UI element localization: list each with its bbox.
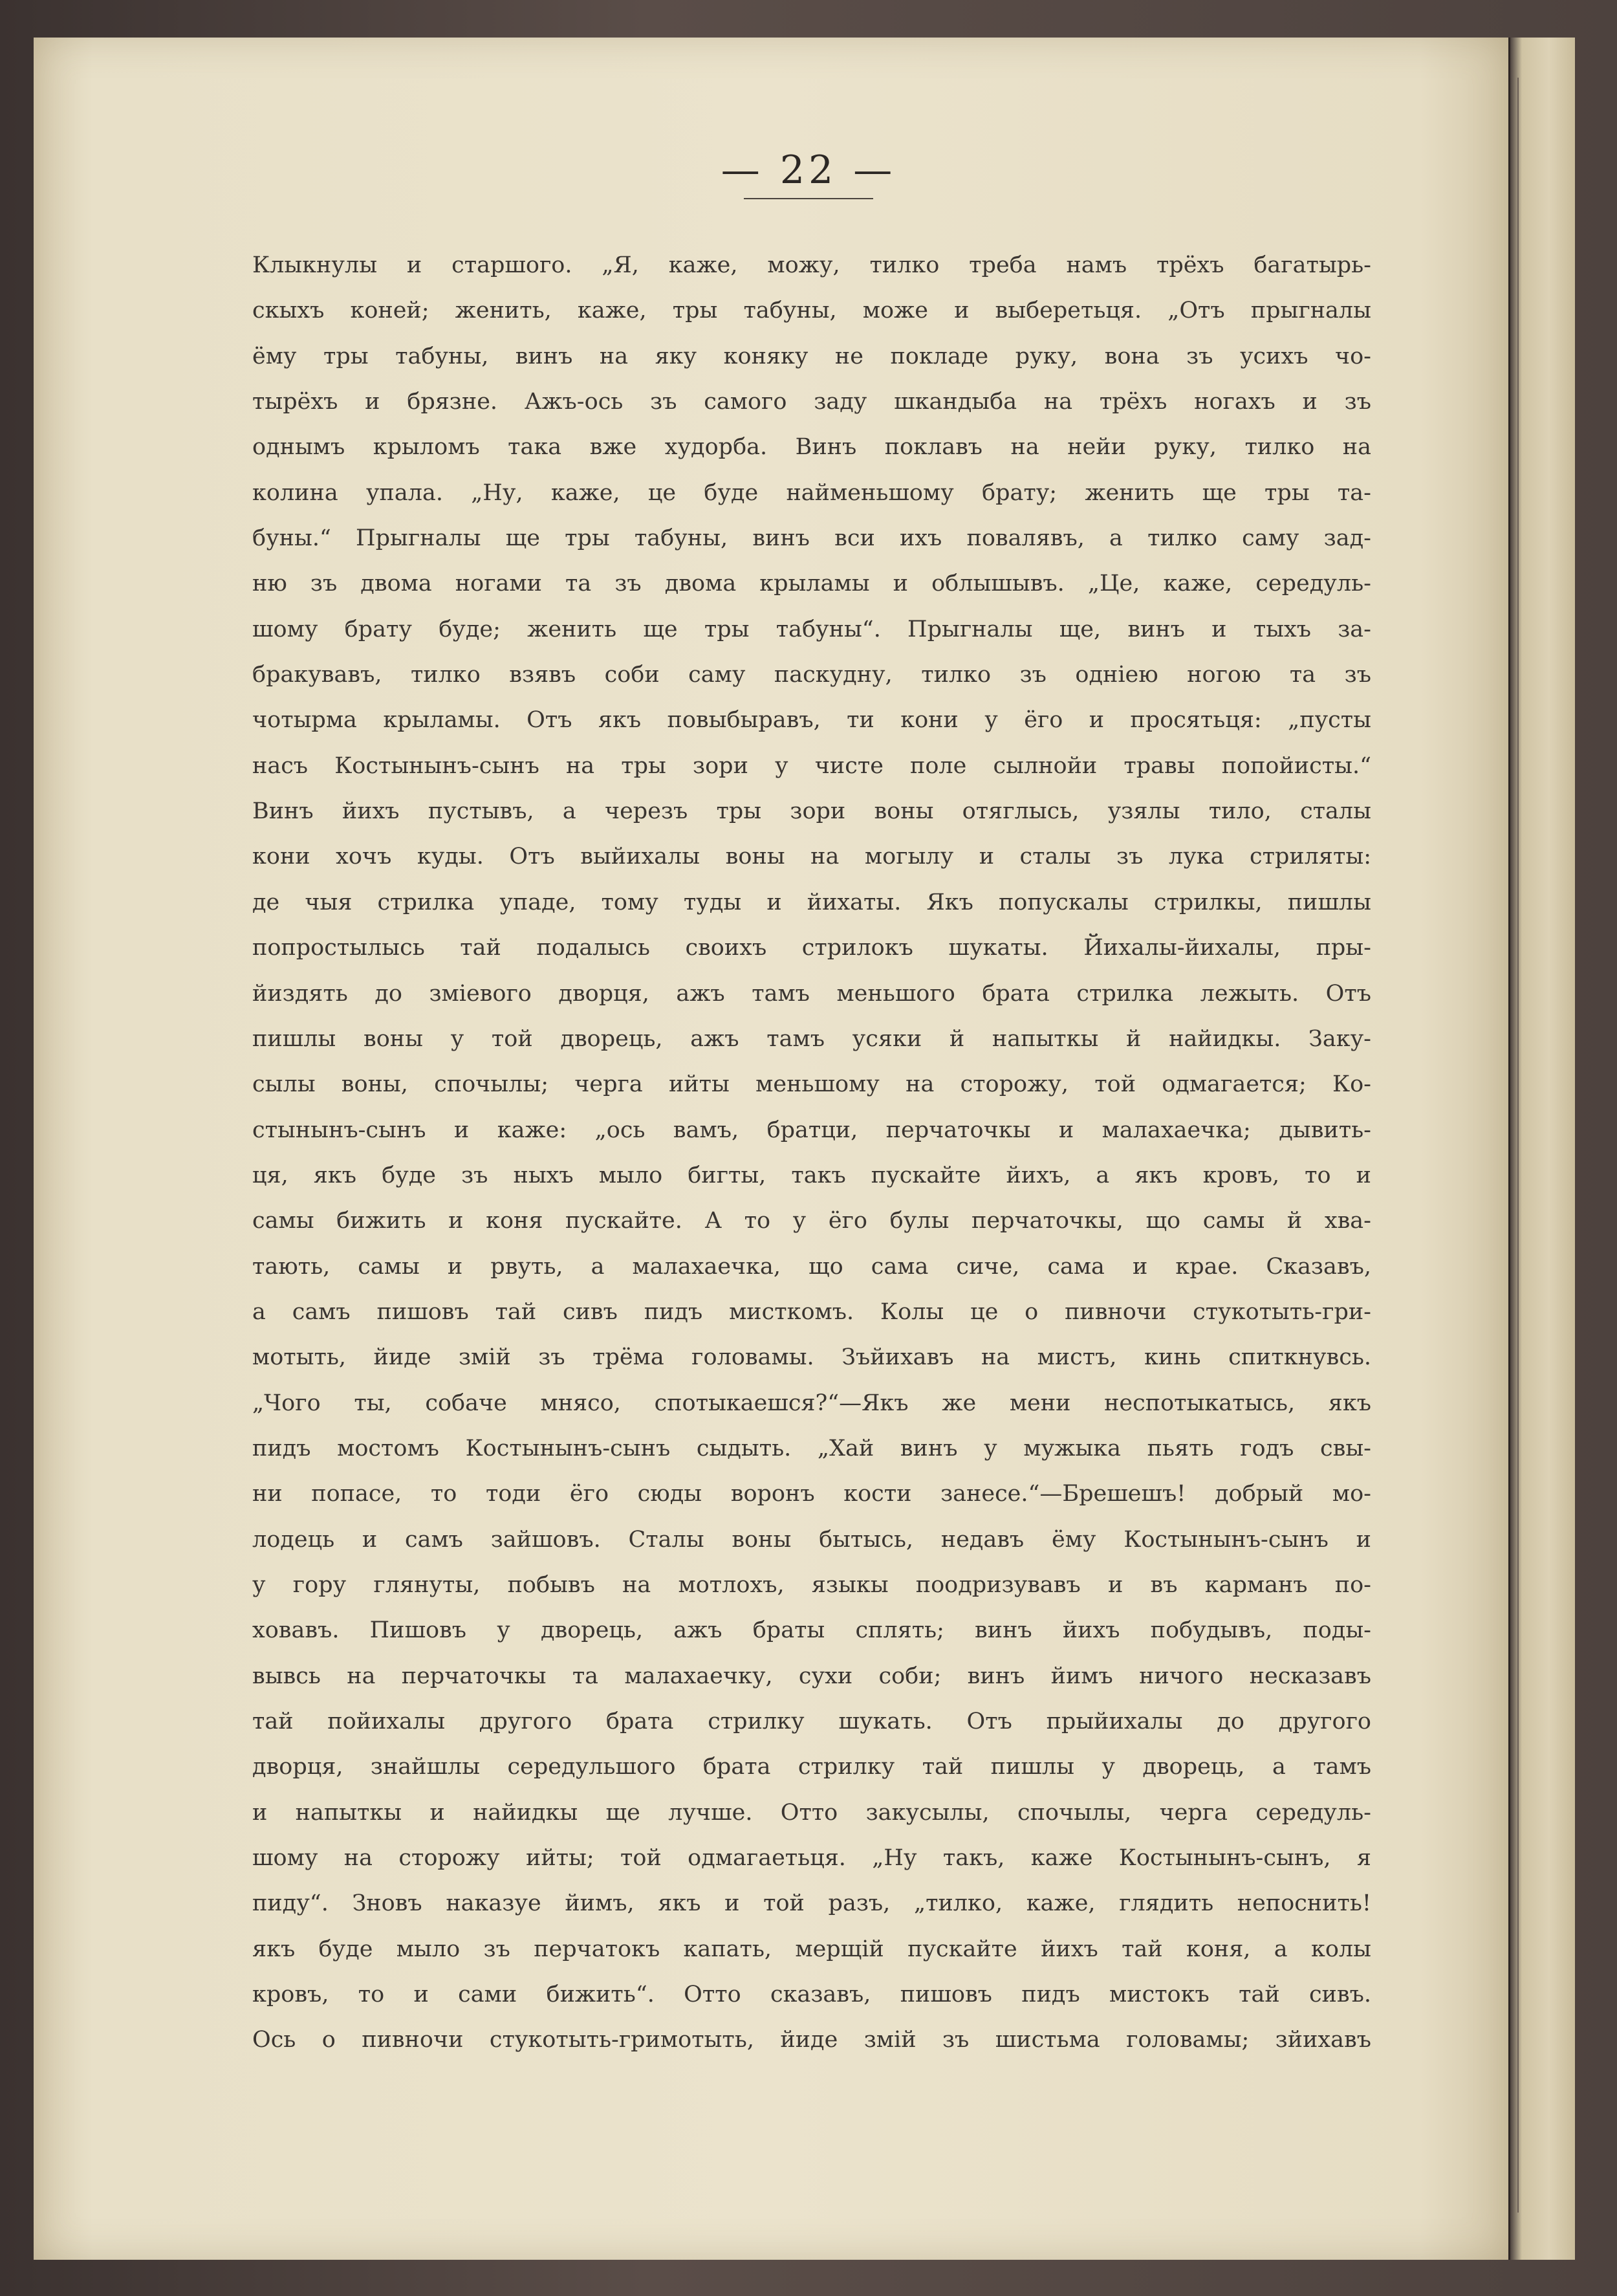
text-line: пидъ мостомъ Костынынъ-сынъ сыдыть. „Хай винъ у мужыка пьять годъ свы-	[252, 1435, 1371, 1461]
text-line: шому брату буде; женить ще тры табуны“. Прыгналы ще, винъ и тыхъ за-	[252, 616, 1371, 642]
text-line: Винъ йихъ пустывъ, а черезъ тры зори воны отяглысь, узялы тило, сталы	[252, 798, 1371, 825]
text-line: дворця, знайшлы середульшого брата стрилку тай пишлы у дворець, а тамъ	[252, 1754, 1371, 1780]
text-line: мотыть, йиде змій зъ трёма головамы. Зъйихавъ на мистъ, кинь спиткнувсь.	[252, 1344, 1371, 1371]
text-line: ця, якъ буде зъ ныхъ мыло бигты, такъ пускайте йихъ, а якъ кровъ, то и	[252, 1162, 1371, 1188]
page-number: — 22 —	[721, 148, 896, 193]
text-line: сылы воны, спочылы; черга ийты меньшому на сторожу, той одмагается; Ко-	[252, 1071, 1371, 1098]
text-line: буны.“ Прыгналы ще тры табуны, винъ вси ихъ повалявъ, а тилко саму зад-	[252, 525, 1371, 552]
text-line: шому на сторожу ийты; той одмагаетьця. „Ну такъ, каже Костынынъ-сынъ, я	[252, 1845, 1371, 1872]
text-line: кони хочъ куды. Отъ выйихалы воны на могылу и сталы зъ лука стриляты:	[252, 844, 1371, 870]
text-line: скыхъ коней; женить, каже, тры табуны, може и выберетьця. „Отъ прыгналы	[252, 298, 1371, 324]
text-line: чотырма крыламы. Отъ якъ повыбыравъ, ти кони у ёго и просятьця: „пусты	[252, 707, 1371, 734]
text-line: „Чого ты, собаче мнясо, спотыкаешся?“—Якъ же мени неспотыкатысь, якъ	[252, 1390, 1371, 1416]
text-line: бракувавъ, тилко взявъ соби саму паскудну, тилко зъ одніею ногою та зъ	[252, 662, 1371, 688]
body-text	[252, 243, 1371, 2063]
text-line: насъ Костынынъ-сынъ на тры зори у чисте поле сылнойи травы попойисты.“	[252, 752, 1371, 779]
text-line: ёму тры табуны, винъ на яку коняку не покладе руку, вона зъ усихъ чо-	[252, 343, 1371, 369]
text-line: Клыкнулы и старшого. „Я, каже, можу, тилко треба намъ трёхъ багатырь-	[252, 252, 1371, 278]
text-line: Ось о пивночи стукотыть-гримотыть, йиде змій зъ шистьма головамы; зйихавъ	[252, 2027, 1371, 2053]
text-line: вывсь на перчаточкы та малахаечку, сухи соби; винъ йимъ ничого несказавъ	[252, 1663, 1371, 1689]
text-line: пишлы воны у той дворець, ажъ тамъ усяки й напыткы й найидкы. Заку-	[252, 1025, 1371, 1052]
text-line: пиду“. Зновъ наказуе йимъ, якъ и той разъ, „тилко, каже, глядить непоснить!	[252, 1890, 1371, 1917]
text-line: йиздять до зміевого дворця, ажъ тамъ меньшого брата стрилка лежыть. Отъ	[252, 980, 1371, 1007]
text-line: попростылысь тай подалысь своихъ стрилокъ шукаты. Йихалы-йихалы, пры-	[252, 935, 1371, 961]
text-line: кровъ, то и сами бижить“. Отто сказавъ, пишовъ пидъ мистокъ тай сивъ.	[252, 1982, 1371, 2008]
text-line: у гору глянуты, побывъ на мотлохъ, языкы поодризувавъ и въ карманъ по-	[252, 1571, 1371, 1598]
text-line: тырёхъ и брязне. Ажъ-ось зъ самого заду шкандыба на трёхъ ногахъ и зъ	[252, 389, 1371, 415]
text-line: и напыткы и найидкы ще лучше. Отто закусылы, спочылы, черга середуль-	[252, 1799, 1371, 1826]
text-line: тай пойихалы другого брата стрилку шукать. Отъ прыйихалы до другого	[252, 1709, 1371, 1734]
text-line: колина упала. „Ну, каже, це буде найменьшому брату; женить ще тры та-	[252, 479, 1371, 506]
text-line: якъ буде мыло зъ перчатокъ капать, мерщій пускайте йихъ тай коня, а колы	[252, 1936, 1371, 1962]
text-line: стынынъ-сынъ и каже: „ось вамъ, братци, перчаточкы и малахаечка; дывить-	[252, 1117, 1371, 1143]
text-line: тають, самы и рвуть, а малахаечка, що сама сиче, сама и крае. Сказавъ,	[252, 1253, 1371, 1280]
text-line: самы бижить и коня пускайте. А то у ёго булы перчаточкы, що самы й хва-	[252, 1208, 1371, 1234]
text-line: лодець и самъ зайшовъ. Сталы воны бытысь, недавъ ёму Костынынъ-сынъ и	[252, 1526, 1371, 1553]
text-line: ховавъ. Пишовъ у дворець, ажъ браты сплять; винъ йихъ побудывъ, поды-	[252, 1617, 1371, 1644]
page-number-ornament	[744, 194, 873, 199]
text-line: ню зъ двома ногами та зъ двома крыламы и облышывъ. „Це, каже, середуль-	[252, 571, 1371, 597]
text-line: однымъ крыломъ така вже худорба. Винъ поклавъ на нейи руку, тилко на	[252, 434, 1371, 461]
text-line: ни попасе, то тоди ёго сюды воронъ кости занесе.“—Брешешъ! добрый мо-	[252, 1481, 1371, 1507]
text-line: а самъ пишовъ тай сивъ пидъ мисткомъ. Колы це о пивночи стукотыть-гри-	[252, 1298, 1371, 1325]
text-line: де чыя стрилка упаде, тому туды и йихаты. Якъ попускалы стрилкы, пишлы	[252, 889, 1371, 915]
page-binding-line	[1517, 78, 1519, 2213]
